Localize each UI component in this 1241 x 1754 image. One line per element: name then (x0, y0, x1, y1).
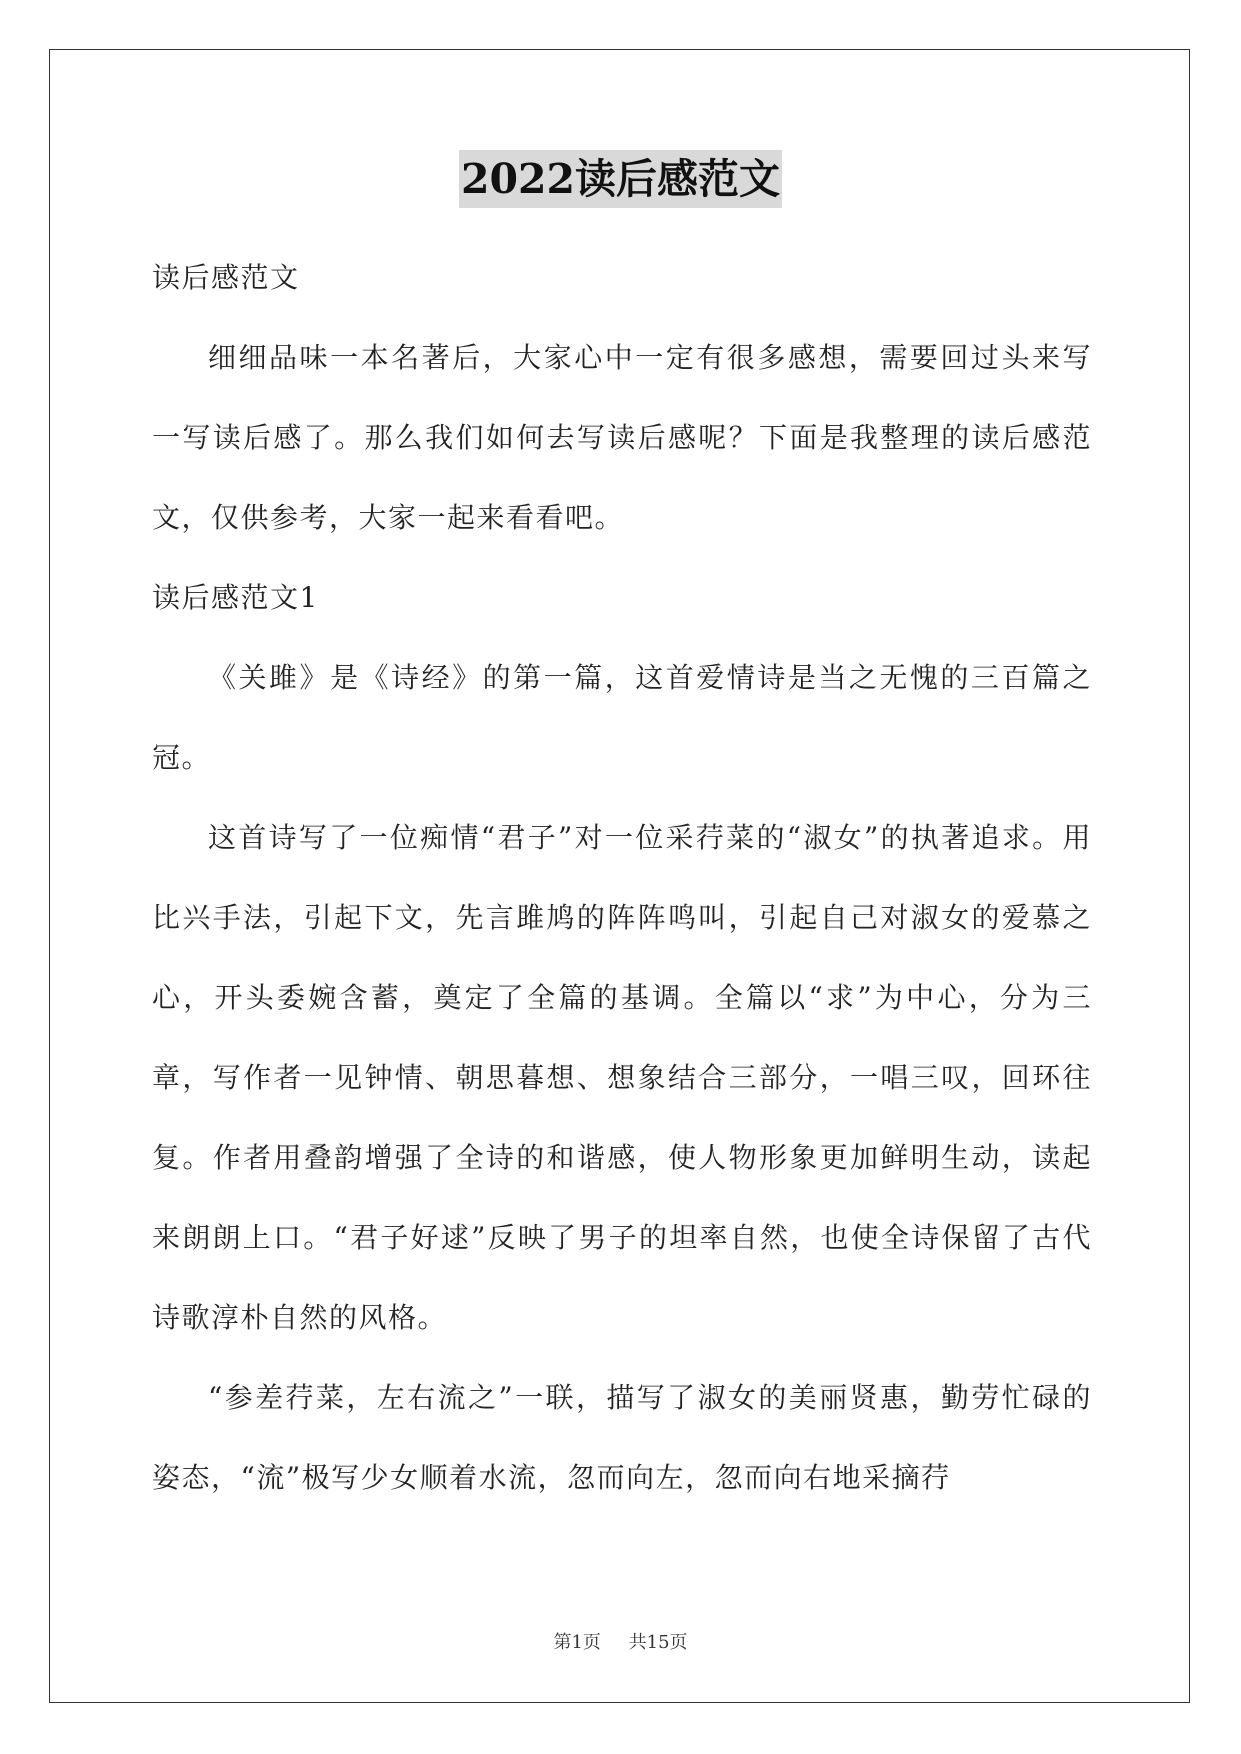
document-title: 2022读后感范文 (459, 150, 782, 208)
page-footer (0, 1628, 1241, 1654)
page-number: 第1页 (553, 1632, 601, 1653)
body-paragraph: 《关雎》是《诗经》的第一篇，这首爱情诗是当之无愧的三百篇之冠。 (152, 661, 1092, 774)
intro-paragraph: 细细品味一本名著后，大家心中一定有很多感想，需要回过头来写一写读后感了。那么我们如何去写读后感呢？下面是我整理的读后感范文，仅供参考，大家一起来看看吧。 (152, 341, 1092, 534)
page-total: 共15页 (628, 1632, 688, 1653)
section-heading: 读后感范文1 (152, 581, 319, 614)
body-paragraph: “参差荇菜，左右流之”一联，描写了淑女的美丽贤惠，勤劳忙碌的姿态，“流”极写少女顺着水流，忽而向左，忽而向右地采摘荇 (152, 1381, 1092, 1494)
document-title-block (0, 150, 1241, 208)
document-body (152, 238, 1092, 1518)
section-heading: 读后感范文 (152, 261, 300, 294)
body-paragraph: 这首诗写了一位痴情“君子”对一位采荇菜的“淑女”的执著追求。用比兴手法，引起下文，先言雎鸠的阵阵鸣叫，引起自己对淑女的爱慕之心，开头委婉含蓄，奠定了全篇的基调。全篇以“求”为中心，分为三章，写作者一见钟情、朝思暮想、想象结合三部分，一唱三叹，回环往复。作者用叠韵增强了全诗的和谐感，使人物形象更加鲜明生动，读起来朗朗上口。“君子好逑”反映了男子的坦率自然，也使全诗保留了古代诗歌淳朴自然的风格。 (152, 821, 1092, 1334)
